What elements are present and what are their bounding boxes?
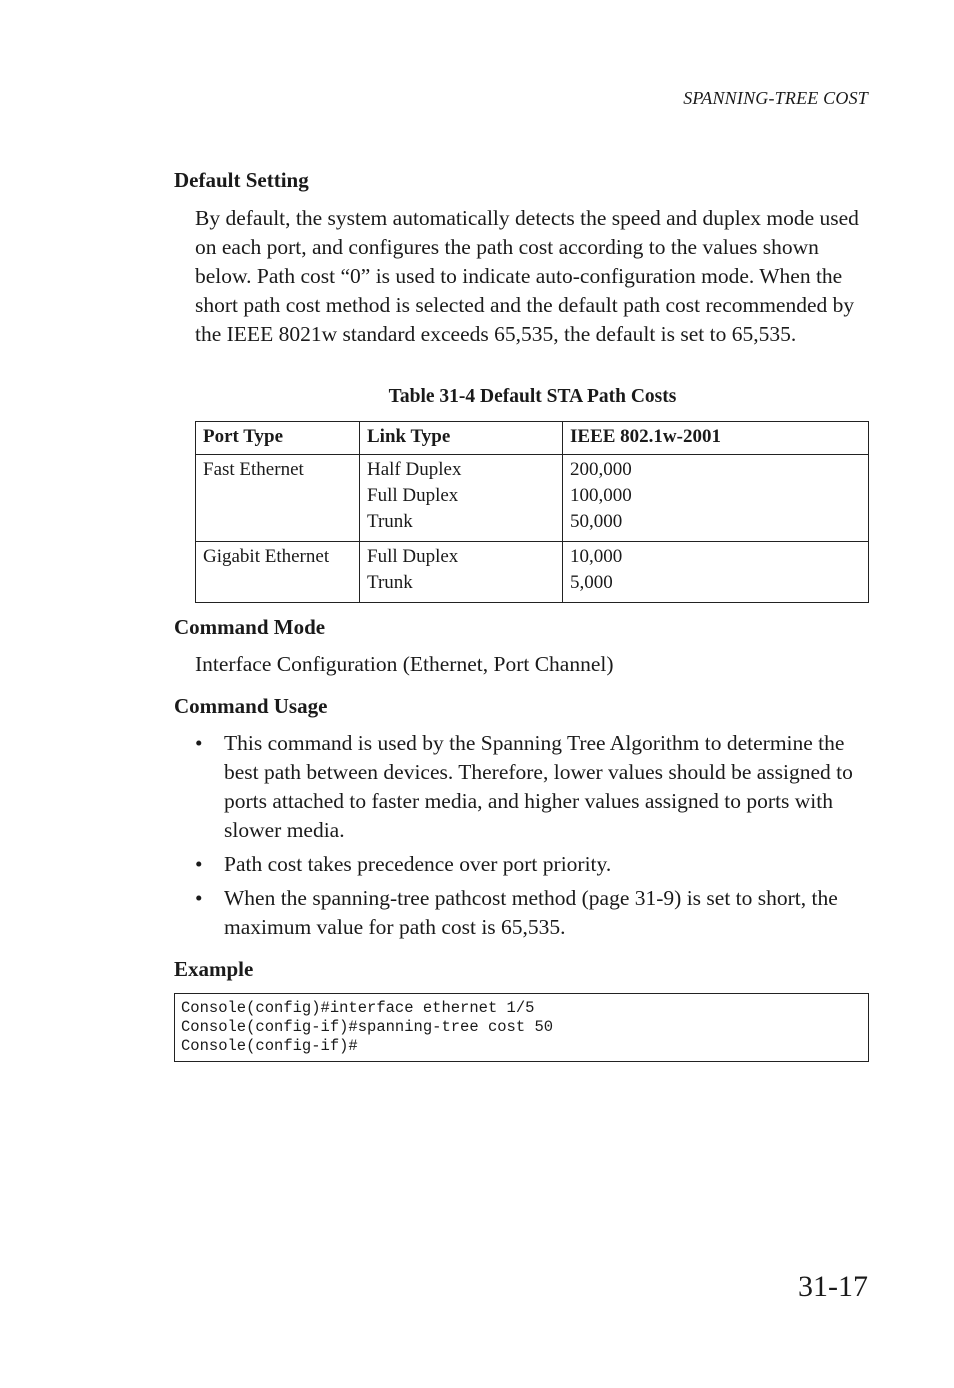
bullet-icon: • [195,886,203,910]
link-type-value: Trunk [367,511,413,532]
link-type-value: Half Duplex [367,459,462,480]
path-cost-value: 10,000 [570,546,623,567]
command-mode-paragraph [195,650,870,679]
table-caption: Table 31-4 Default STA Path Costs [388,386,677,407]
port-type-cell: Fast Ethernet [196,455,360,542]
column-header-ieee: IEEE 802.1w-2001 [563,422,869,455]
default-sta-path-costs-table [195,421,869,603]
bullet-icon: • [195,731,203,755]
path-cost-value: 200,000 [570,459,632,480]
column-header-port-type: Port Type [196,422,360,455]
bullet-icon: • [195,852,203,876]
path-cost-value: 100,000 [570,485,632,506]
code-line: Console(config)#interface ethernet 1/5 [181,999,535,1017]
command-mode-text: Interface Configuration (Ethernet, Port Channel) [195,652,614,676]
command-mode-heading: Command Mode [174,615,326,639]
default-setting-paragraph [195,204,870,349]
list-item [195,729,870,845]
command-usage-heading: Command Usage [174,694,328,718]
example-heading: Example [174,957,254,981]
code-line: Console(config-if)# [181,1037,358,1055]
list-item-text: Path cost takes precedence over port priority. [224,852,612,876]
link-type-value: Full Duplex [367,485,459,506]
path-cost-cell [563,542,869,603]
command-usage-list [195,729,870,947]
path-cost-value: 5,000 [570,572,613,593]
default-setting-heading: Default Setting [174,168,309,192]
running-header: SPANNING-TREE COST [683,88,868,108]
table-row [196,542,869,603]
table-header-row [196,422,869,455]
code-line: Console(config-if)#spanning-tree cost 50 [181,1018,554,1036]
path-cost-cell [563,455,869,542]
list-item [195,884,870,942]
column-header-link-type: Link Type [360,422,563,455]
table-row [196,455,869,542]
path-cost-value: 50,000 [570,511,623,532]
page-number: 31-17 [798,1270,868,1303]
link-type-cell [360,542,563,603]
port-type-cell: Gigabit Ethernet [196,542,360,603]
link-type-value: Trunk [367,572,413,593]
code-example-box [174,993,869,1062]
link-type-value: Full Duplex [367,546,459,567]
list-item-text: This command is used by the Spanning Tree Algorithm to determine the best path between devices. Therefore, lower values should be assigned to ports attached to faster media, and higher values assigned to ports with slower media. [224,731,853,842]
list-item-text: When the spanning-tree pathcost method (page 31-9) is set to short, the maximum value for path cost is 65,535. [224,886,838,939]
link-type-cell [360,455,563,542]
default-setting-text: By default, the system automatically detects the speed and duplex mode used on each port, and configures the path cost according to the values shown below. Path cost “0” is used to indicate auto-configuration mode. When the short path cost method is selected and the default path cost recommended by the IEEE 8021w standard exceeds 65,535, the default is set to 65,535. [195,206,859,346]
list-item [195,850,870,879]
